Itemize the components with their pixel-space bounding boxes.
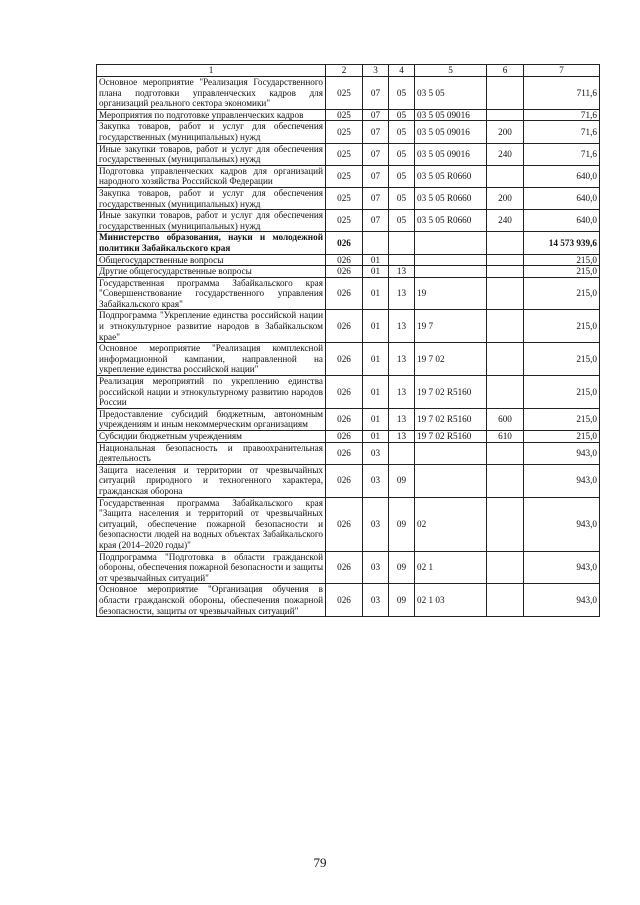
table-row [97,343,600,376]
section-code-cell: 07 [363,165,389,187]
target-article-cell: 19 7 [415,310,487,343]
target-article-cell: 03 5 05 [415,77,487,110]
expense-type-cell [487,376,524,409]
expense-type-cell: 200 [487,121,524,143]
ved-code-cell: 026 [326,254,363,266]
target-article-cell: 03 5 05 R0660 [415,187,487,209]
table-row [97,109,600,121]
row-name-cell: Иные закупки товаров, работ и услуг для обеспечения государственных (муниципальных) нужд [97,210,326,232]
table-body [97,77,600,617]
subsection-code-cell: 13 [389,431,415,443]
row-name-cell: Закупка товаров, работ и услуг для обеспечения государственных (муниципальных) нужд [97,187,326,209]
ved-code-cell: 025 [326,109,363,121]
target-article-cell: 03 5 05 09016 [415,121,487,143]
amount-cell: 215,0 [524,254,600,266]
subsection-code-cell: 05 [389,77,415,110]
amount-cell: 640,0 [524,165,600,187]
target-article-cell [415,266,487,278]
row-name-cell: Реализация мероприятий по укреплению единства российской нации и этнокультурному развитию народов России [97,376,326,409]
expense-type-cell [487,277,524,310]
target-article-cell: 19 7 02 [415,343,487,376]
amount-cell: 215,0 [524,431,600,443]
subsection-code-cell: 05 [389,165,415,187]
ved-code-cell: 025 [326,210,363,232]
subsection-code-cell: 13 [389,310,415,343]
section-code-cell: 07 [363,109,389,121]
col-header-5: 5 [415,65,487,77]
amount-cell: 943,0 [524,584,600,617]
expense-type-cell [487,584,524,617]
amount-cell: 71,6 [524,121,600,143]
ved-code-cell: 025 [326,143,363,165]
col-header-3: 3 [363,65,389,77]
section-code-cell: 01 [363,376,389,409]
ved-code-cell: 026 [326,431,363,443]
section-code-cell: 03 [363,442,389,464]
ved-code-cell: 026 [326,343,363,376]
col-header-1: 1 [97,65,326,77]
row-name-cell: Общегосударственные вопросы [97,254,326,266]
section-code-cell: 03 [363,464,389,497]
table-row [97,121,600,143]
section-code-cell: 07 [363,121,389,143]
amount-cell: 640,0 [524,210,600,232]
subsection-code-cell [389,254,415,266]
table-row [97,497,600,551]
ved-code-cell: 025 [326,77,363,110]
subsection-code-cell: 09 [389,497,415,551]
ved-code-cell: 026 [326,310,363,343]
subsection-code-cell: 13 [389,376,415,409]
table-row [97,277,600,310]
col-header-2: 2 [326,65,363,77]
expense-type-cell [487,497,524,551]
amount-cell: 14 573 939,6 [524,232,600,254]
table-row [97,232,600,254]
ved-code-cell: 026 [326,464,363,497]
table-row [97,77,600,110]
table-row [97,143,600,165]
amount-cell: 215,0 [524,310,600,343]
row-name-cell: Государственная программа Забайкальского края "Совершенствование государственного управления Забайкальского края" [97,277,326,310]
row-name-cell: Подготовка управленческих кадров для организаций народного хозяйства Российской Федерации [97,165,326,187]
target-article-cell [415,232,487,254]
amount-cell: 215,0 [524,408,600,430]
table-row [97,431,600,443]
expense-type-cell: 240 [487,210,524,232]
table-row [97,266,600,278]
section-code-cell: 01 [363,254,389,266]
ved-code-cell: 026 [326,277,363,310]
ved-code-cell: 026 [326,497,363,551]
row-name-cell: Мероприятия по подготовке управленческих кадров [97,109,326,121]
table-row [97,376,600,409]
col-header-6: 6 [487,65,524,77]
table-row [97,464,600,497]
row-name-cell: Другие общегосударственные вопросы [97,266,326,278]
ved-code-cell: 026 [326,442,363,464]
section-code-cell: 07 [363,143,389,165]
col-header-7: 7 [524,65,600,77]
row-name-cell: Подпрограмма "Подготовка в области гражданской обороны, обеспечения пожарной безопасности и защиты от чрезвычайных ситуаций" [97,551,326,584]
table-row [97,408,600,430]
amount-cell: 215,0 [524,376,600,409]
amount-cell: 71,6 [524,143,600,165]
header-row [97,65,600,77]
section-code-cell: 01 [363,310,389,343]
section-code-cell: 01 [363,408,389,430]
row-name-cell: Министерство образования, науки и молодежной политики Забайкальского края [97,232,326,254]
ved-code-cell: 026 [326,408,363,430]
table-row [97,210,600,232]
target-article-cell [415,464,487,497]
row-name-cell: Предоставление субсидий бюджетным, автономным учреждениям и иным некоммерческим организациям [97,408,326,430]
ved-code-cell: 025 [326,165,363,187]
expense-type-cell [487,343,524,376]
target-article-cell: 19 7 02 R5160 [415,376,487,409]
amount-cell: 215,0 [524,343,600,376]
expense-type-cell [487,77,524,110]
col-header-4: 4 [389,65,415,77]
ved-code-cell: 026 [326,232,363,254]
subsection-code-cell [389,442,415,464]
amount-cell: 71,6 [524,109,600,121]
amount-cell: 943,0 [524,464,600,497]
subsection-code-cell: 13 [389,277,415,310]
section-code-cell: 01 [363,266,389,278]
target-article-cell: 03 5 05 R0660 [415,165,487,187]
expense-type-cell [487,442,524,464]
subsection-code-cell: 13 [389,343,415,376]
target-article-cell: 02 1 03 [415,584,487,617]
budget-table [96,64,600,617]
target-article-cell: 02 [415,497,487,551]
row-name-cell: Национальная безопасность и правоохранительная деятельность [97,442,326,464]
subsection-code-cell: 05 [389,210,415,232]
row-name-cell: Закупка товаров, работ и услуг для обеспечения государственных (муниципальных) нужд [97,121,326,143]
target-article-cell: 02 1 [415,551,487,584]
target-article-cell: 19 7 02 R5160 [415,431,487,443]
subsection-code-cell: 13 [389,266,415,278]
expense-type-cell [487,232,524,254]
amount-cell: 215,0 [524,277,600,310]
table-row [97,165,600,187]
subsection-code-cell: 09 [389,464,415,497]
table-row [97,310,600,343]
row-name-cell: Подпрограмма "Укрепление единства российской нации и этнокультурное развитие народов в Забайкальском крае" [97,310,326,343]
section-code-cell: 03 [363,551,389,584]
expense-type-cell [487,464,524,497]
expense-type-cell [487,551,524,584]
expense-type-cell: 240 [487,143,524,165]
subsection-code-cell: 09 [389,584,415,617]
row-name-cell: Государственная программа Забайкальского края "Защита населения и территорий от чрезвычайных ситуаций, обеспечение пожарной безопасности и безопасности людей на водных объектах Забайкальского края (2014–2020 годы)" [97,497,326,551]
ved-code-cell: 025 [326,187,363,209]
target-article-cell: 03 5 05 R0660 [415,210,487,232]
amount-cell: 215,0 [524,266,600,278]
target-article-cell: 03 5 05 09016 [415,143,487,165]
section-code-cell [363,232,389,254]
expense-type-cell [487,310,524,343]
table-row [97,254,600,266]
subsection-code-cell: 09 [389,551,415,584]
expense-type-cell [487,254,524,266]
row-name-cell: Субсидии бюджетным учреждениям [97,431,326,443]
page-number: 79 [313,855,327,870]
expense-type-cell [487,266,524,278]
expense-type-cell: 600 [487,408,524,430]
subsection-code-cell: 05 [389,121,415,143]
target-article-cell: 19 7 02 R5160 [415,408,487,430]
expense-type-cell [487,109,524,121]
expense-type-cell: 200 [487,187,524,209]
row-name-cell: Основное мероприятие "Реализация комплексной информационной кампании, направленной на укрепление единства российской нации" [97,343,326,376]
target-article-cell [415,442,487,464]
table-row [97,551,600,584]
subsection-code-cell: 13 [389,408,415,430]
section-code-cell: 03 [363,584,389,617]
ved-code-cell: 026 [326,551,363,584]
row-name-cell: Основное мероприятие "Реализация Государственного плана подготовки управленческих кадров для организаций реального сектора экономики" [97,77,326,110]
amount-cell: 711,6 [524,77,600,110]
section-code-cell: 07 [363,210,389,232]
section-code-cell: 07 [363,187,389,209]
ved-code-cell: 026 [326,376,363,409]
amount-cell: 943,0 [524,551,600,584]
ved-code-cell: 026 [326,584,363,617]
row-name-cell: Основное мероприятие "Организация обучения в области гражданской обороны, обеспечения пожарной безопасности, защиты от чрезвычайных ситуаций" [97,584,326,617]
ved-code-cell: 025 [326,121,363,143]
subsection-code-cell: 05 [389,187,415,209]
subsection-code-cell [389,232,415,254]
section-code-cell: 01 [363,431,389,443]
target-article-cell: 03 5 05 09016 [415,109,487,121]
row-name-cell: Иные закупки товаров, работ и услуг для обеспечения государственных (муниципальных) нужд [97,143,326,165]
ved-code-cell: 026 [326,266,363,278]
table-row [97,442,600,464]
amount-cell: 640,0 [524,187,600,209]
table-row [97,187,600,209]
section-code-cell: 01 [363,343,389,376]
amount-cell: 943,0 [524,442,600,464]
expense-type-cell: 610 [487,431,524,443]
target-article-cell [415,254,487,266]
table-row [97,584,600,617]
subsection-code-cell: 05 [389,109,415,121]
expense-type-cell [487,165,524,187]
section-code-cell: 07 [363,77,389,110]
section-code-cell: 03 [363,497,389,551]
section-code-cell: 01 [363,277,389,310]
subsection-code-cell: 05 [389,143,415,165]
row-name-cell: Защита населения и территории от чрезвычайных ситуаций природного и техногенного характера, гражданская оборона [97,464,326,497]
target-article-cell: 19 [415,277,487,310]
amount-cell: 943,0 [524,497,600,551]
